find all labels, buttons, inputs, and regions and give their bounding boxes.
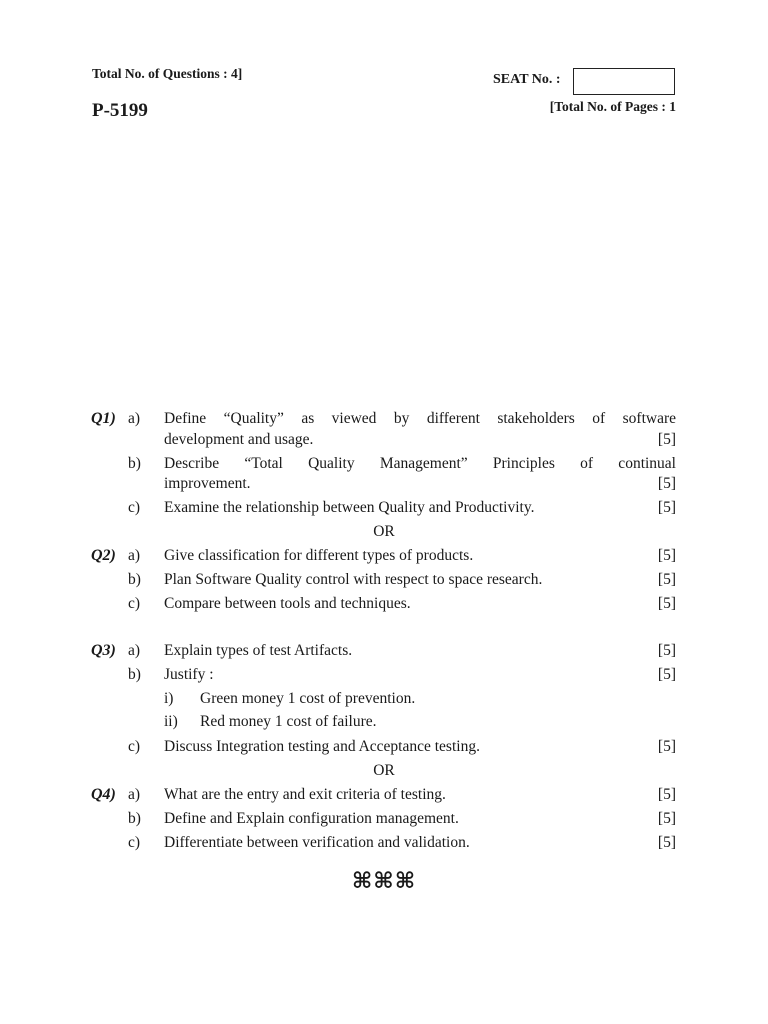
part-text-line: Examine the relationship between Quality and Productivity. (164, 499, 535, 516)
part-label: b) (128, 666, 141, 683)
part-text-line: improvement. (164, 475, 251, 492)
question-number: Q2) (91, 547, 116, 564)
part-text-line: development and usage. (164, 431, 314, 448)
marks: [5] (657, 810, 676, 827)
part-label: a) (128, 410, 141, 427)
question-number: Q1) (91, 410, 116, 427)
part-label: c) (128, 834, 141, 851)
part-label: a) (128, 642, 141, 659)
part-text-line: Plan Software Quality control with respect to space research. (164, 571, 543, 588)
end-of-paper-mark: ⌘⌘⌘ (351, 868, 417, 893)
part-label: c) (128, 499, 141, 516)
subitem-text: Green money 1 cost of prevention. (200, 690, 416, 707)
seat-number-label: SEAT No. : (493, 72, 561, 87)
part-label: b) (128, 810, 141, 827)
marks: [5] (657, 834, 676, 851)
marks: [5] (657, 738, 676, 755)
part-label: b) (128, 571, 141, 588)
marks: [5] (657, 475, 676, 492)
part-text-line: Describe “Total Quality Management” Principles of continual (164, 455, 676, 472)
part-text-line: Compare between tools and techniques. (164, 595, 411, 612)
marks: [5] (657, 431, 676, 448)
marks: [5] (657, 786, 676, 803)
part-text-line: Define and Explain configuration management. (164, 810, 459, 827)
part-text-line: Discuss Integration testing and Acceptance testing. (164, 738, 480, 755)
total-questions: Total No. of Questions : 4] (92, 66, 243, 81)
subitem-label: i) (164, 690, 174, 707)
part-label: c) (128, 595, 141, 612)
marks: [5] (657, 666, 676, 683)
part-text-line: Justify : (164, 666, 214, 683)
marks: [5] (657, 595, 676, 612)
total-pages: [Total No. of Pages : 1 (549, 99, 676, 114)
marks: [5] (657, 499, 676, 516)
part-text-line: What are the entry and exit criteria of testing. (164, 786, 446, 803)
part-label: b) (128, 455, 141, 472)
part-label: a) (128, 547, 141, 564)
part-text-line: Differentiate between verification and validation. (164, 834, 470, 851)
seat-number-box (573, 68, 675, 95)
marks: [5] (657, 642, 676, 659)
part-label: c) (128, 738, 141, 755)
or-separator: OR (373, 762, 395, 779)
question-number: Q3) (91, 642, 116, 659)
or-separator: OR (373, 523, 395, 540)
subitem-text: Red money 1 cost of failure. (200, 713, 377, 730)
part-text-line: Give classification for different types of products. (164, 547, 474, 564)
marks: [5] (657, 547, 676, 564)
subitem-label: ii) (164, 713, 178, 730)
paper-code: P-5199 (92, 100, 148, 121)
part-text-line: Define “Quality” as viewed by different stakeholders of software (164, 410, 676, 427)
part-text-line: Explain types of test Artifacts. (164, 642, 353, 659)
question-number: Q4) (91, 786, 116, 803)
marks: [5] (657, 571, 676, 588)
part-label: a) (128, 786, 141, 803)
